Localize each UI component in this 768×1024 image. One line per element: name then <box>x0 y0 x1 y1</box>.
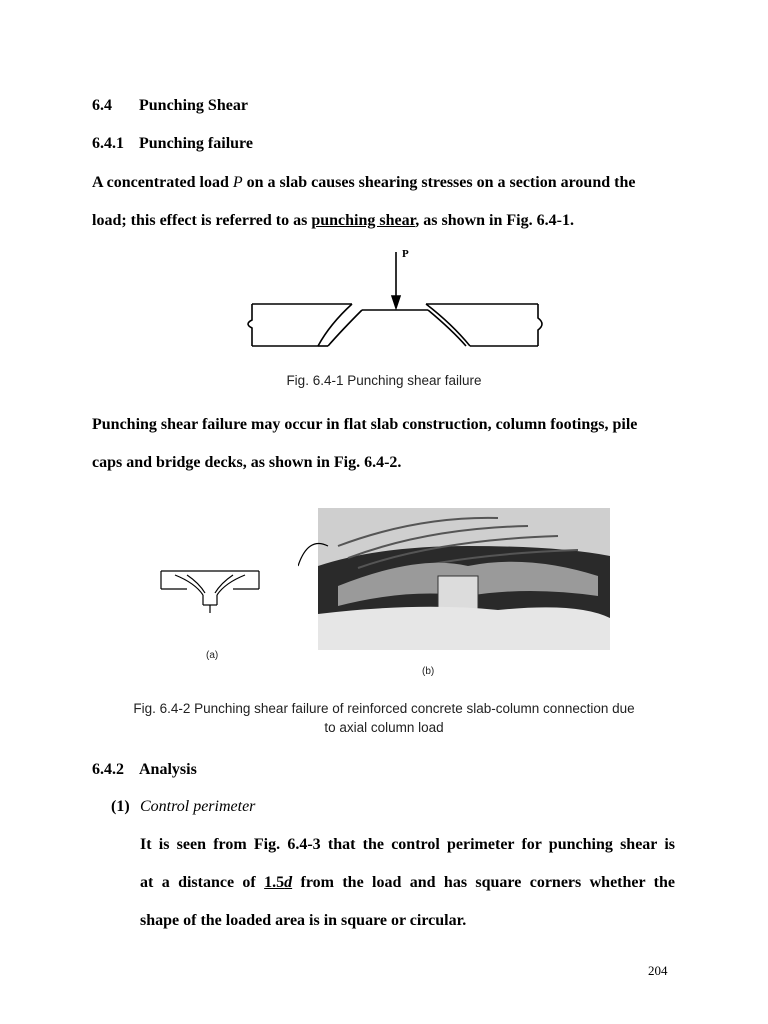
distance-value <box>264 874 292 891</box>
paragraph-2-line-1: Punching shear failure may occur in flat slab construction, column footings, pile <box>92 416 638 433</box>
list-item-number: (1) <box>111 798 130 815</box>
distance-number: 1.5 <box>264 874 285 891</box>
subsection-number: 6.4.1 <box>92 135 124 152</box>
paragraph-3-line-3: shape of the loaded area is in square or circular. <box>140 912 467 929</box>
subsection-title: Analysis <box>139 761 197 778</box>
crack-right <box>426 304 470 346</box>
paragraph-1-line-2 <box>92 202 692 240</box>
distance-variable: d <box>284 874 293 891</box>
figure-2b-label: (b) <box>422 666 435 677</box>
paragraph-3-line-2 <box>140 864 675 902</box>
paragraph-2-line-2: caps and bridge decks, as shown in Fig. 6.4-2. <box>92 454 402 471</box>
figure-2-caption-line-2: to axial column load <box>324 720 444 735</box>
list-item-title: Control perimeter <box>140 798 256 815</box>
text-span: on a slab causes shearing stresses on a section around the <box>242 174 636 191</box>
figure-2-caption <box>0 699 768 737</box>
photo-floor <box>318 607 610 650</box>
paragraph-3 <box>140 826 675 940</box>
slab-break-left <box>248 304 252 346</box>
figure-2a-label: (a) <box>206 650 219 661</box>
sketch-crack-2 <box>187 575 205 593</box>
page-number: 204 <box>648 963 668 978</box>
section-number: 6.4 <box>92 97 112 114</box>
paragraph-1 <box>92 164 692 240</box>
paragraph-3-line-1: It is seen from Fig. 6.4-3 that the control perimeter for punching shear is <box>140 836 675 853</box>
subsection-title: Punching failure <box>139 135 253 152</box>
slab-break-right <box>538 304 542 346</box>
load-variable: P <box>232 174 243 191</box>
section-title: Punching Shear <box>139 97 248 114</box>
text-span: from the load and has square corners whether the <box>292 874 676 891</box>
figure-2b-photo <box>298 506 618 654</box>
paragraph-2 <box>92 406 692 482</box>
load-label: P <box>402 248 409 260</box>
list-item-1-heading <box>111 798 255 816</box>
section-heading <box>92 97 248 115</box>
text-span: , as shown in Fig. 6.4-1. <box>415 212 574 229</box>
punched-cone-left <box>328 310 362 346</box>
punched-cone-right <box>428 310 466 346</box>
sketch-crack-4 <box>215 575 233 593</box>
figure-1-caption: Fig. 6.4-1 Punching shear failure <box>286 373 482 388</box>
figure-2-caption-line-1: Fig. 6.4-2 Punching shear failure of reinforced concrete slab-column connection due <box>133 701 635 716</box>
subsection-heading-1 <box>92 135 253 153</box>
load-arrow-head <box>392 296 400 308</box>
subsection-number: 6.4.2 <box>92 761 124 778</box>
text-span: load; this effect is referred to as <box>92 212 312 229</box>
subsection-heading-2 <box>92 761 197 779</box>
paragraph-1-line-1 <box>92 164 692 202</box>
figure-punching-shear-diagram <box>230 240 550 360</box>
text-span: A concentrated load <box>92 174 233 191</box>
punching-shear-term: punching shear <box>311 212 416 229</box>
text-span: at a distance of <box>140 874 265 891</box>
